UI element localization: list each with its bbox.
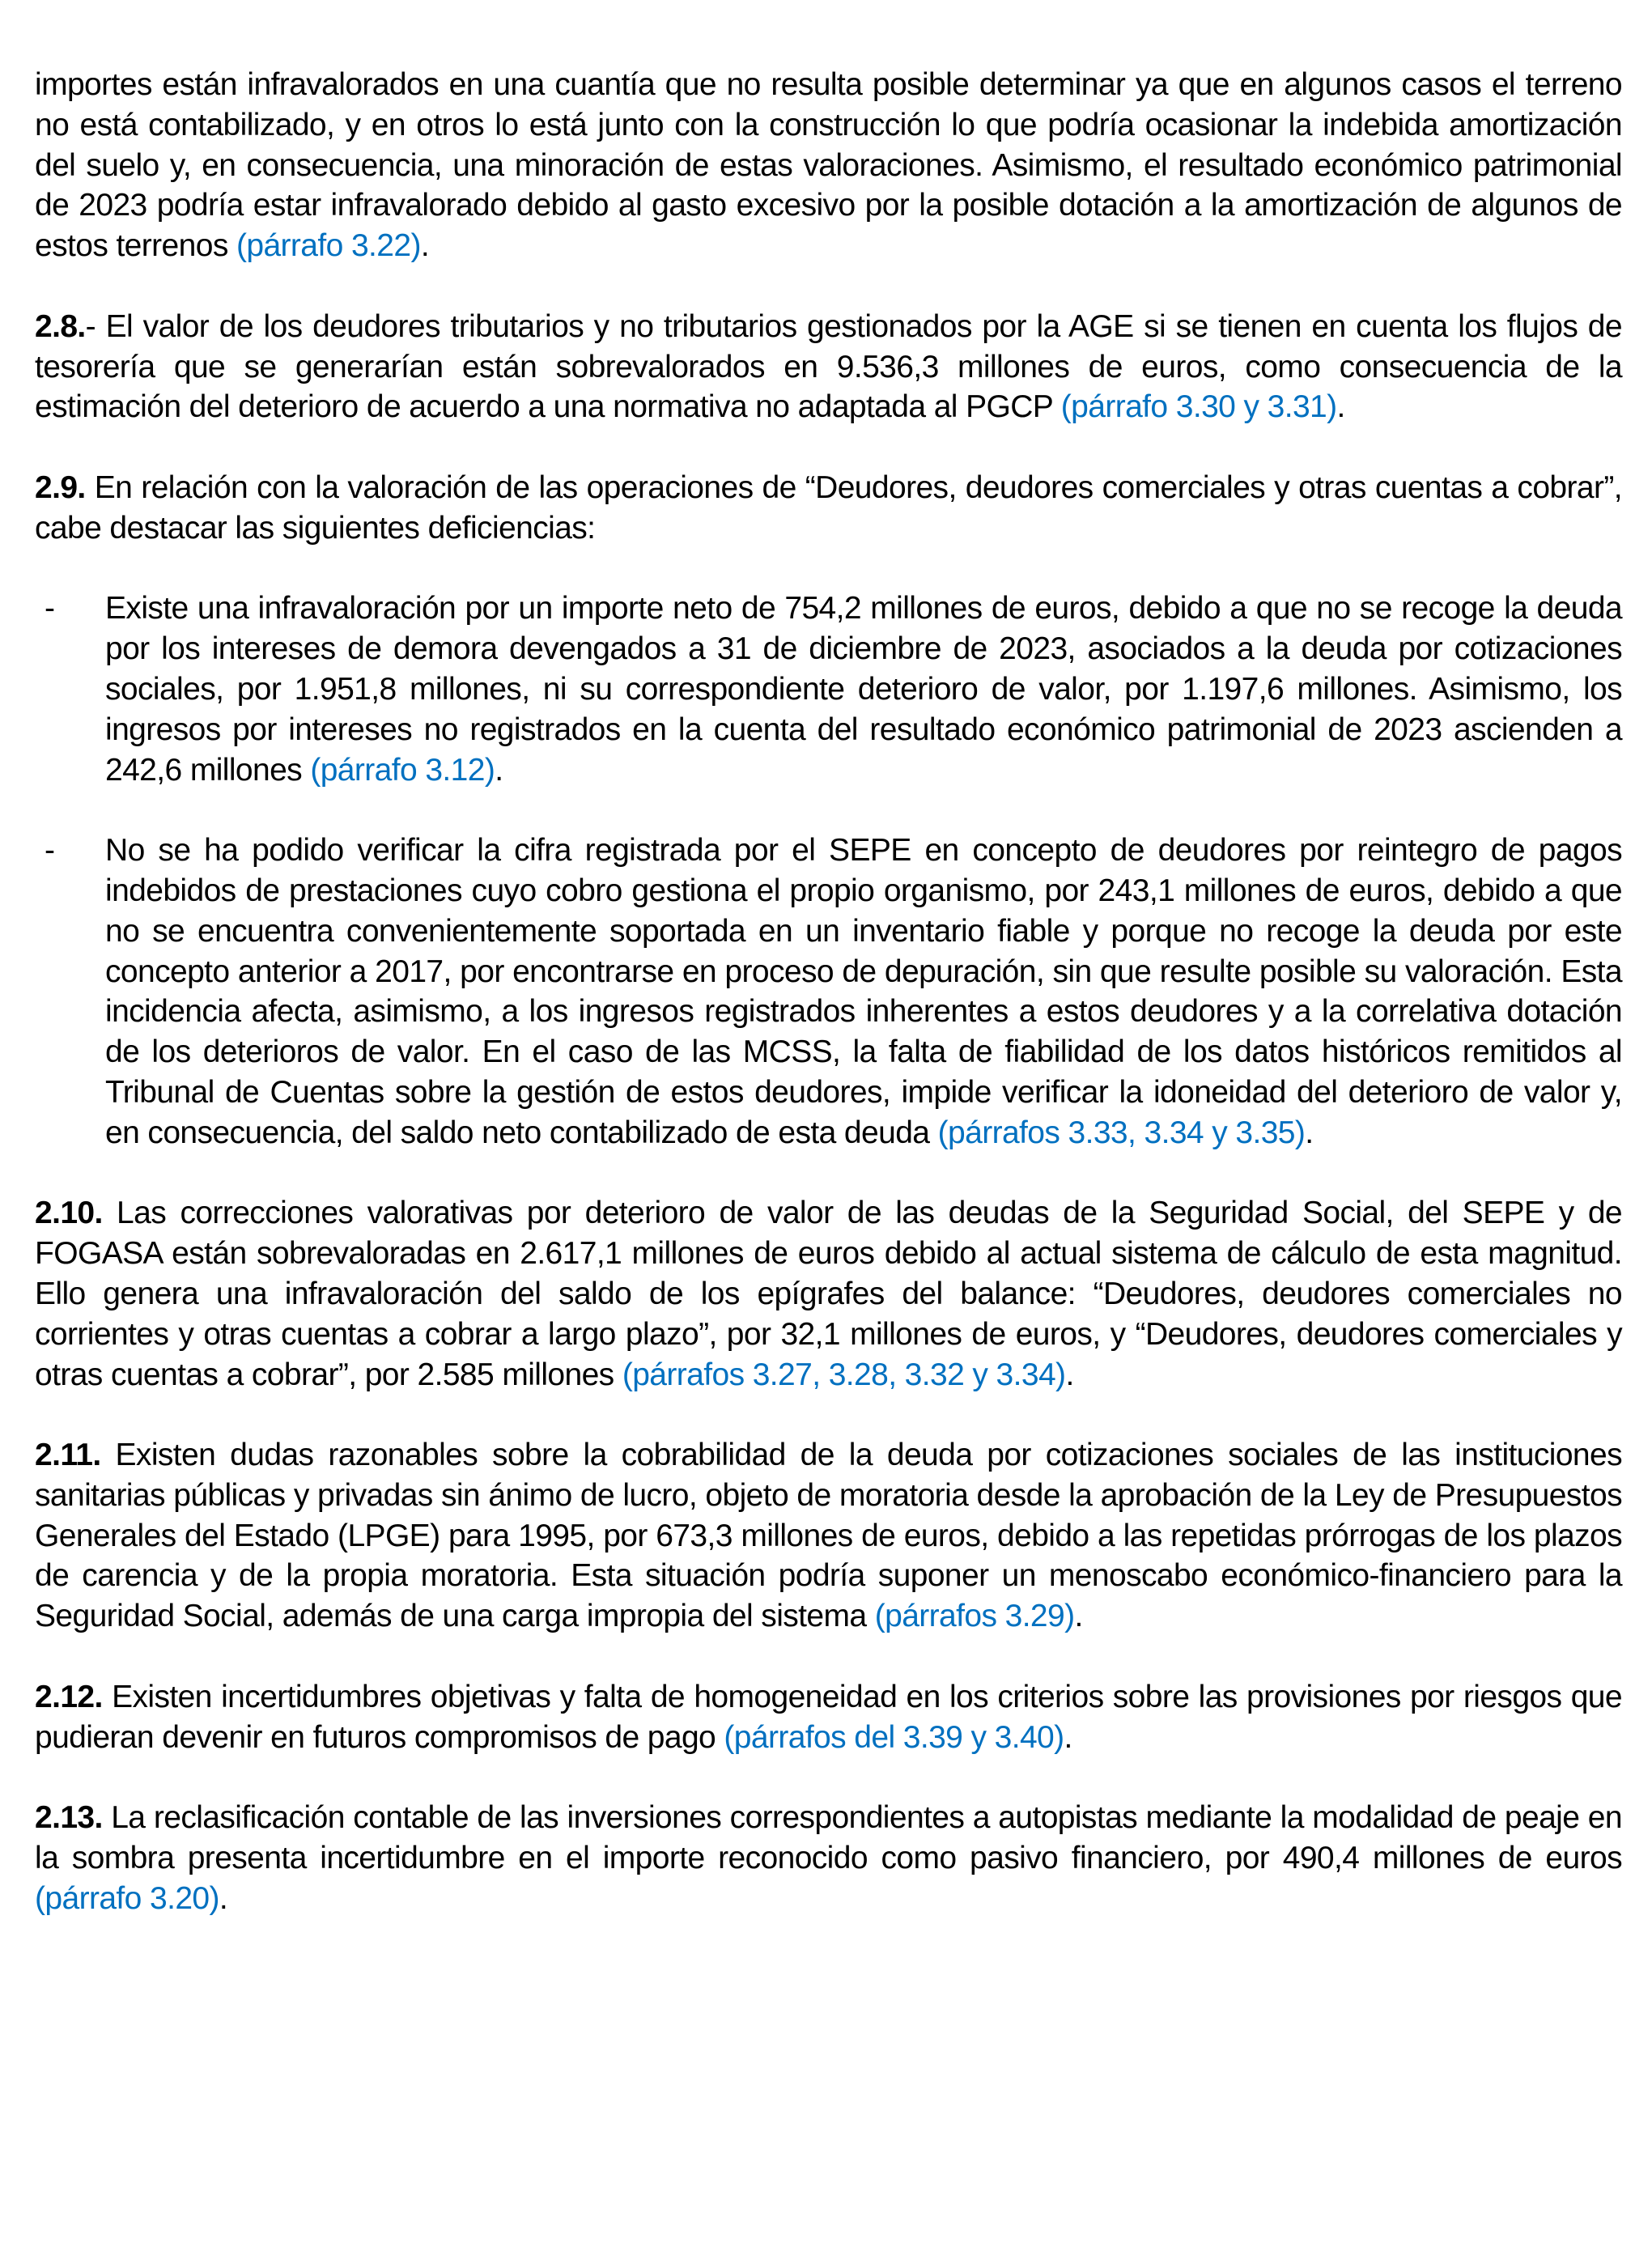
paragraph-end: . <box>219 1880 228 1916</box>
dash-bullet-icon: - <box>45 591 55 627</box>
paragraph-text: En relación con la valoración de las operaciones de “Deudores, deudores comerciales y otras cuentas a cobrar”, cabe destacar las siguientes deficiencias: <box>35 469 1622 546</box>
paragraph-reference-link[interactable]: (párrafo 3.20) <box>35 1880 219 1916</box>
deficiencies-list <box>35 588 1622 1153</box>
paragraph-reference-link[interactable]: (párrafo 3.30 y 3.31) <box>1060 389 1337 425</box>
paragraph-2-12 <box>35 1677 1622 1758</box>
paragraph-number: 2.9. <box>35 469 86 505</box>
list-item <box>35 830 1622 1153</box>
paragraph-text: Las correcciones valorativas por deterioro de valor de las deudas de la Seguridad Social, del SEPE y de FOGASA están sobrevaloradas en 2.617,1 millones de euros debido al actual sistema de cálculo de esta magnitud. Ello genera una infravaloración del saldo de los epígrafes del balance: “Deudores, deudores comerciales no corrientes y otras cuentas a cobrar a largo plazo”, por 32,1 millones de euros, y “Deudores, deudores comerciales y otras cuentas a cobrar”, por 2.585 millones <box>35 1196 1622 1392</box>
paragraph-reference-link[interactable]: (párrafos del 3.39 y 3.40) <box>724 1719 1064 1755</box>
list-item-end: . <box>495 752 503 788</box>
paragraph-end: . <box>1074 1599 1083 1634</box>
dash-bullet-icon: - <box>45 833 55 869</box>
paragraph-reference-link[interactable]: (párrafo 3.22) <box>236 228 421 264</box>
paragraph-2-11 <box>35 1435 1622 1637</box>
paragraph-2-10 <box>35 1193 1622 1395</box>
paragraph-number: 2.13. <box>35 1800 103 1836</box>
paragraph-end: . <box>420 228 430 264</box>
paragraph-number: 2.11. <box>35 1438 101 1473</box>
list-item-text: No se ha podido verificar la cifra registrada por el SEPE en concepto de deudores por reintegro de pagos indebidos de prestaciones cuyo cobro gestiona el propio organismo, por 243,1 millones de euros, debido a que no se encuentra convenientemente soportada en un inventario fiable y porque no recoge la deuda por este concepto anterior a 2017, por encontrarse en proceso de depuración, sin que resulte posible su valoración. Esta incidencia afecta, asimismo, a los ingresos registrados inherentes a estos deudores y a la correlativa dotación de los deterioros de valor. En el caso de las MCSS, la falta de fiabilidad de los datos históricos remitidos al Tribunal de Cuentas sobre la gestión de estos deudores, impide verificar la idoneidad del deterioro de valor y, en consecuencia, del saldo neto contabilizado de esta deuda <box>105 833 1622 1150</box>
document-page <box>35 65 1622 1919</box>
paragraph-end: . <box>1065 1357 1074 1392</box>
paragraph-text: - El valor de los deudores tributarios y no tributarios gestionados por la AGE si se tienen en cuenta los flujos de tesorería que se generarían están sobrevalorados en 9.536,3 millones de euros, como consecuencia de la estimación del deterioro de acuerdo a una normativa no adaptada al PGCP <box>35 308 1622 425</box>
paragraph-text: importes están infravalorados en una cuantía que no resulta posible determinar ya que en algunos casos el terreno no está contabilizado, y en otros lo está junto con la construcción lo que podría ocasionar la indebida amortización del suelo y, en consecuencia, una minoración de estas valoraciones. Asimismo, el resultado económico patrimonial de 2023 podría estar infravalorado debido al gasto excesivo por la posible dotación a la amortización de algunos de estos terrenos <box>35 67 1622 264</box>
paragraph-2-8 <box>35 307 1622 427</box>
paragraph-text: Existen dudas razonables sobre la cobrabilidad de la deuda por cotizaciones sociales de las instituciones sanitarias públicas y privadas sin ánimo de lucro, objeto de moratoria desde la aprobación de la Ley de Presupuestos Generales del Estado (LPGE) para 1995, por 673,3 millones de euros, debido a las repetidas prórrogas de los plazos de carencia y de la propia moratoria. Esta situación podría suponer un menoscabo económico-financiero para la Seguridad Social, además de una carga impropia del sistema <box>35 1438 1622 1634</box>
paragraph-2-9 <box>35 468 1622 549</box>
paragraph-reference-link[interactable]: (párrafos 3.29) <box>874 1599 1075 1634</box>
list-item <box>35 588 1622 790</box>
paragraph-end: . <box>1064 1719 1072 1755</box>
paragraph-text: Existen incertidumbres objetivas y falta de homogeneidad en los criterios sobre las provisiones por riesgos que pudieran devenir en futuros compromisos de pago <box>35 1679 1622 1755</box>
paragraph-reference-link[interactable]: (párrafos 3.27, 3.28, 3.32 y 3.34) <box>622 1357 1066 1392</box>
list-item-reference-link[interactable]: (párrafo 3.12) <box>310 752 495 788</box>
paragraph-end: . <box>1336 389 1345 425</box>
paragraph-number: 2.8. <box>35 308 86 344</box>
list-item-reference-link[interactable]: (párrafos 3.33, 3.34 y 3.35) <box>937 1115 1306 1150</box>
list-item-text: Existe una infravaloración por un importe neto de 754,2 millones de euros, debido a que no se recoge la deuda por los intereses de demora devengados a 31 de diciembre de 2023, asociados a la deuda por cotizaciones sociales, por 1.951,8 millones, ni su correspondiente deterioro de valor, por 1.197,6 millones. Asimismo, los ingresos por intereses no registrados en la cuenta del resultado económico patrimonial de 2023 ascienden a 242,6 millones <box>105 591 1622 788</box>
paragraph-continuation <box>35 65 1622 266</box>
paragraph-number: 2.10. <box>35 1196 103 1231</box>
list-item-end: . <box>1305 1115 1314 1150</box>
paragraph-text: La reclasificación contable de las inversiones correspondientes a autopistas mediante la modalidad de peaje en la sombra presenta incertidumbre en el importe reconocido como pasivo financiero, por 490,4 millones de euros <box>35 1800 1622 1876</box>
paragraph-2-13 <box>35 1798 1622 1918</box>
paragraph-number: 2.12. <box>35 1679 103 1714</box>
